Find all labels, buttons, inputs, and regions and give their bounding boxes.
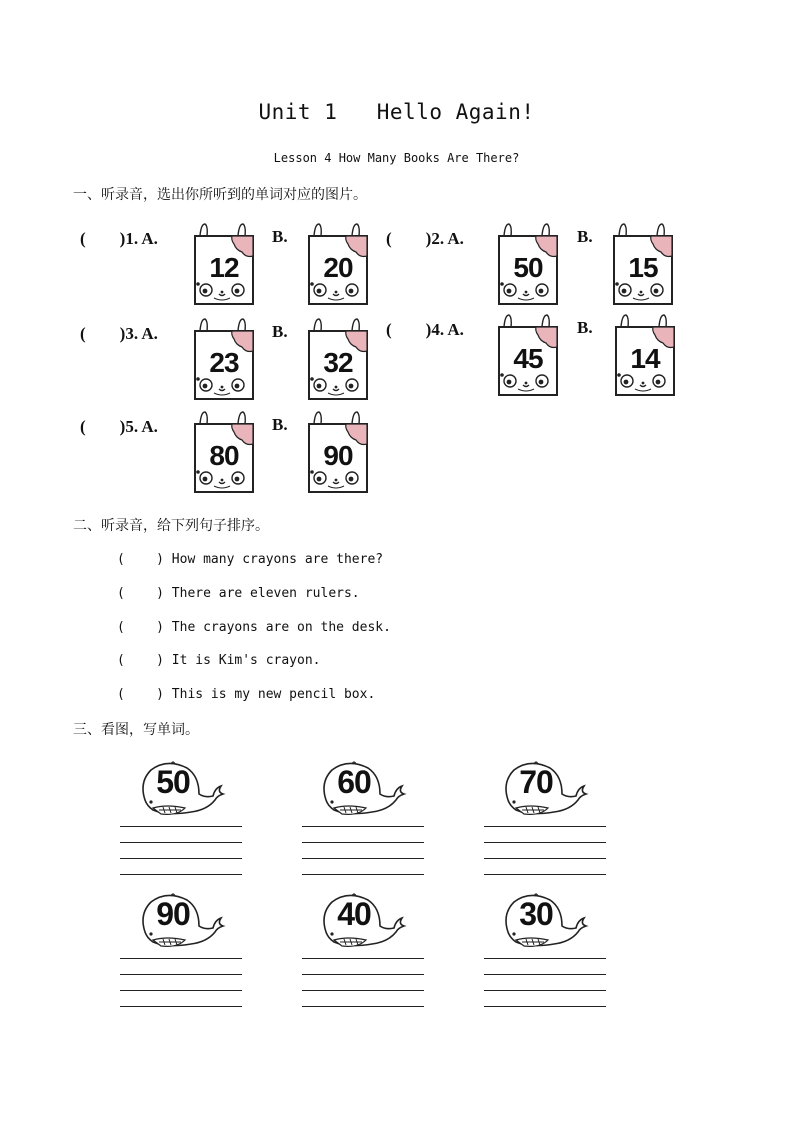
- whale-number: 30: [519, 896, 553, 932]
- book-number: 23: [209, 347, 239, 378]
- question-4-option-b-book-image[interactable]: [613, 313, 677, 397]
- question-5-option-b-label: B.: [272, 415, 288, 434]
- question-2-option-b-label: B.: [577, 227, 593, 246]
- writing-line[interactable]: [302, 1006, 424, 1007]
- whale-number: 70: [519, 764, 553, 800]
- writing-line[interactable]: [484, 874, 606, 875]
- book-number: 32: [323, 347, 353, 378]
- whale-number: 90: [156, 896, 190, 932]
- section2-heading: 二、听录音，给下列句子排序。: [73, 518, 269, 534]
- question-1-option-b-book-image[interactable]: [306, 222, 370, 306]
- writing-line[interactable]: [302, 858, 424, 859]
- book-number: 15: [628, 252, 658, 283]
- whale-picture-2: [318, 760, 414, 822]
- section1-heading: 一、听录音，选出你所听到的单词对应的图片。: [73, 187, 367, 203]
- writing-line[interactable]: [302, 826, 424, 827]
- sentence-1: ( ) How many crayons are there?: [117, 552, 384, 567]
- lesson-subtitle: Lesson 4 How Many Books Are There?: [273, 151, 520, 165]
- sentence-5: ( ) This is my new pencil box.: [117, 687, 376, 702]
- sentence-3: ( ) The crayons are on the desk.: [117, 620, 391, 635]
- writing-line[interactable]: [302, 990, 424, 991]
- writing-line[interactable]: [120, 826, 242, 827]
- sentence-2: ( ) There are eleven rulers.: [117, 586, 360, 601]
- question-5-option-a-book-image[interactable]: [192, 410, 256, 494]
- question-3-option-b-book-image[interactable]: [306, 317, 370, 401]
- question-2-label: ( )2. A.: [386, 229, 464, 248]
- writing-line[interactable]: [484, 990, 606, 991]
- whale-number: 40: [337, 896, 371, 932]
- sentence-4: ( ) It is Kim's crayon.: [117, 653, 321, 668]
- writing-line[interactable]: [484, 842, 606, 843]
- question-5-label: ( )5. A.: [80, 417, 158, 436]
- writing-line[interactable]: [120, 842, 242, 843]
- question-4-option-a-book-image[interactable]: [496, 313, 560, 397]
- whale-number: 60: [337, 764, 371, 800]
- whale-picture-6: [500, 892, 596, 954]
- writing-line[interactable]: [484, 958, 606, 959]
- book-number: 90: [323, 440, 353, 471]
- whale-picture-5: [318, 892, 414, 954]
- book-number: 12: [209, 252, 239, 283]
- writing-line[interactable]: [120, 974, 242, 975]
- section3-heading: 三、看图，写单词。: [73, 722, 199, 738]
- book-number: 80: [209, 440, 239, 471]
- writing-line[interactable]: [484, 1006, 606, 1007]
- question-4-label: ( )4. A.: [386, 320, 464, 339]
- writing-line[interactable]: [302, 874, 424, 875]
- question-1-option-b-label: B.: [272, 227, 288, 246]
- whale-number: 50: [156, 764, 190, 800]
- question-2-option-a-book-image[interactable]: [496, 222, 560, 306]
- question-1-label: ( )1. A.: [80, 229, 158, 248]
- book-number: 20: [323, 252, 353, 283]
- writing-line[interactable]: [484, 974, 606, 975]
- writing-line[interactable]: [484, 826, 606, 827]
- whale-picture-4: [137, 892, 233, 954]
- writing-line[interactable]: [302, 974, 424, 975]
- question-3-option-b-label: B.: [272, 322, 288, 341]
- writing-line[interactable]: [120, 874, 242, 875]
- whale-picture-1: [137, 760, 233, 822]
- question-1-option-a-book-image[interactable]: [192, 222, 256, 306]
- writing-line[interactable]: [302, 842, 424, 843]
- question-5-option-b-book-image[interactable]: [306, 410, 370, 494]
- book-number: 50: [513, 252, 543, 283]
- question-3-label: ( )3. A.: [80, 324, 158, 343]
- book-number: 45: [513, 343, 543, 374]
- question-2-option-b-book-image[interactable]: [611, 222, 675, 306]
- whale-picture-3: [500, 760, 596, 822]
- writing-line[interactable]: [120, 1006, 242, 1007]
- page-title: Unit 1 Hello Again!: [258, 100, 535, 124]
- writing-line[interactable]: [120, 990, 242, 991]
- writing-line[interactable]: [302, 958, 424, 959]
- writing-line[interactable]: [120, 958, 242, 959]
- question-3-option-a-book-image[interactable]: [192, 317, 256, 401]
- question-4-option-b-label: B.: [577, 318, 593, 337]
- writing-line[interactable]: [484, 858, 606, 859]
- book-number: 14: [630, 343, 660, 374]
- writing-line[interactable]: [120, 858, 242, 859]
